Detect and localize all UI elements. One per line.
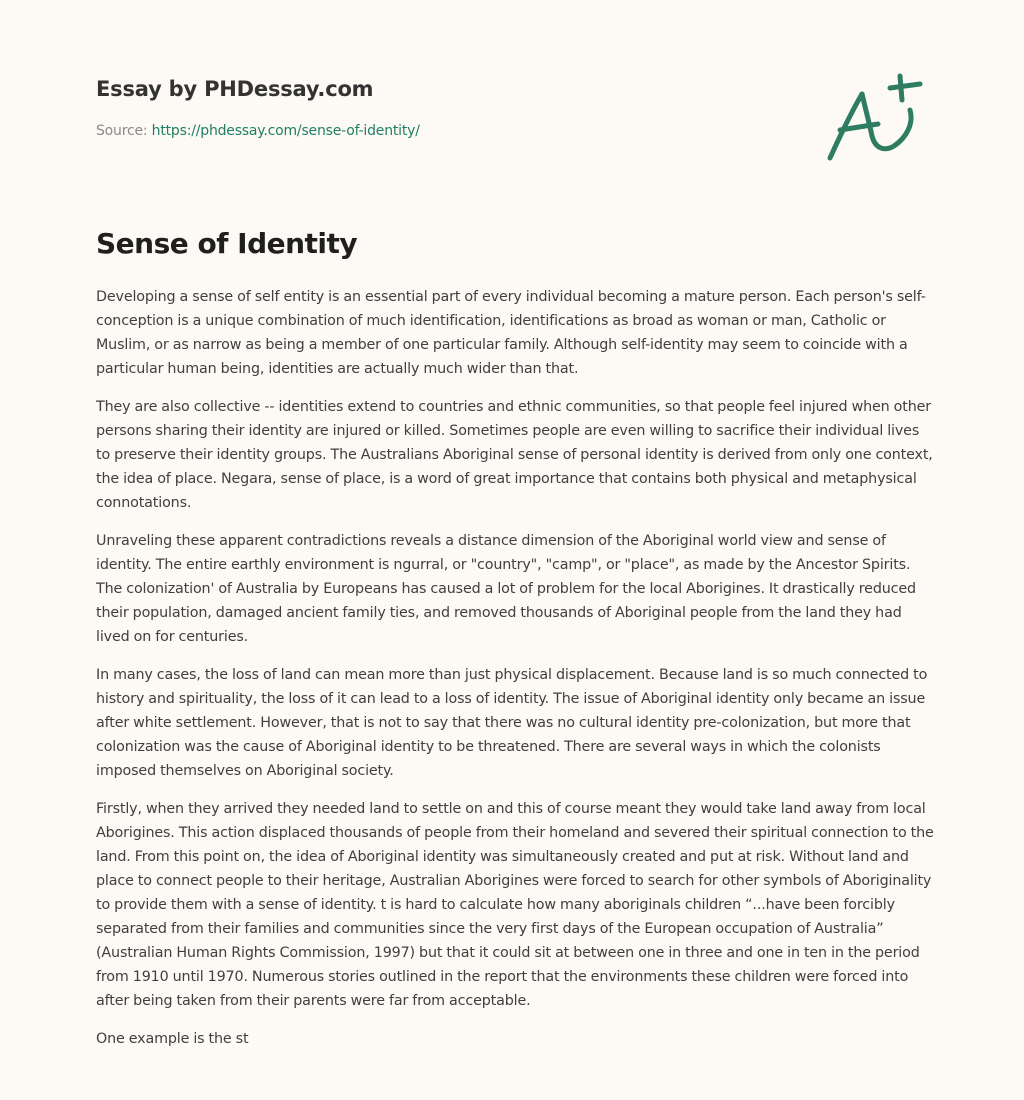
essay-title: Sense of Identity <box>96 227 358 260</box>
essay-paragraph: One example is the st <box>96 1031 249 1047</box>
essay-paragraph: Developing a sense of self entity is an essential part of every individual becoming a mature person. Each person's self-conception is a unique combination of much identification, identifications as broad as woman or man, Catholic or Muslim, or as narrow as being a member of one particular family. Although self-identity may seem to coincide with a particular human being, identities are actually much wider than that. <box>96 289 926 377</box>
essay-body <box>96 285 936 1065</box>
source-link[interactable]: https://phdessay.com/sense-of-identity/ <box>151 123 420 139</box>
essay-paragraph: Unraveling these apparent contradictions reveals a distance dimension of the Aboriginal world view and sense of identity. The entire earthly environment is ngurral, or "country", "camp", or "place", as made by the Ancestor Spirits. The colonization' of Australia by Europeans has caused a lot of problem for the local Aborigines. It drastically reduced their population, damaged ancient family ties, and removed thousands of Aboriginal people from the land they had lived on for centuries. <box>96 533 916 645</box>
source-line <box>96 121 928 141</box>
source-label: Source: <box>96 123 148 139</box>
essay-paragraph: In many cases, the loss of land can mean more than just physical displacement. Because land is so much connected to history and spirituality, the loss of it can lead to a loss of identity. The issue of Aboriginal identity only became an issue after white settlement. However, that is not to say that there was no cultural identity pre-colonization, but more that colonization was the cause of Aboriginal identity to be threatened. There are several ways in which the colonists imposed themselves on Aboriginal society. <box>96 667 928 779</box>
a-plus-grade-icon <box>822 66 932 166</box>
page-header <box>96 74 928 141</box>
essay-paragraph: Firstly, when they arrived they needed land to settle on and this of course meant they would take land away from local Aborigines. This action displaced thousands of people from their homeland and severed their spiritual connection to the land. From this point on, the idea of Aboriginal identity was simultaneously created and put at risk. Without land and place to connect people to their heritage, Australian Aborigines were forced to search for other symbols of Aboriginality to provide them with a sense of identity. t is hard to calculate how many aboriginals children “...have been forcibly separated from their families and communities since the very first days of the European occupation of Australia” (Australian Human Rights Commission, 1997) but that it could sit at between one in three and one in ten in the period from 1910 until 1970. Numerous stories outlined in the report that the environments these children were forced into after being taken from their parents were far from acceptable. <box>96 801 934 1009</box>
site-title: Essay by PHDessay.com <box>96 77 374 101</box>
essay-paragraph: They are also collective -- identities extend to countries and ethnic communities, so that people feel injured when other persons sharing their identity are injured or killed. Sometimes people are even willing to sacrifice their individual lives to preserve their identity groups. The Australians Aboriginal sense of personal identity is derived from only one context, the idea of place. Negara, sense of place, is a word of great importance that contains both physical and metaphysical connotations. <box>96 399 933 511</box>
